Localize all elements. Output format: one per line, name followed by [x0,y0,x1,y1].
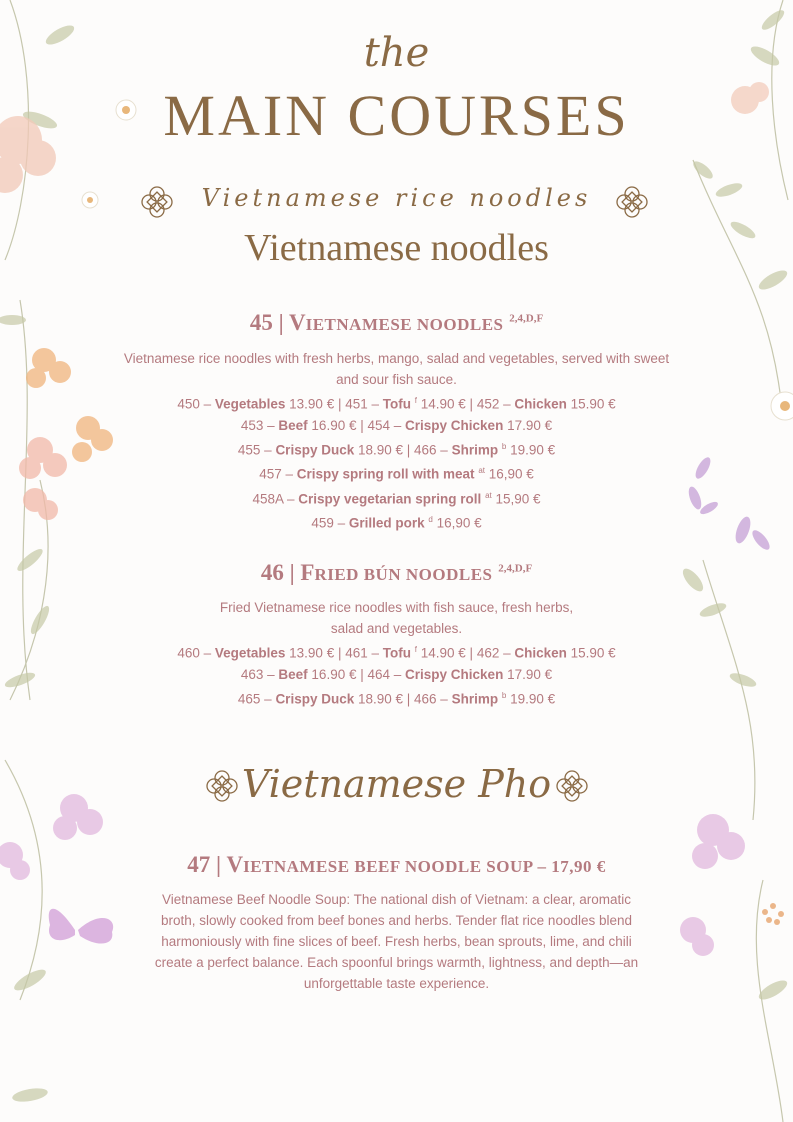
allergens: 2,4,D,F [498,562,533,575]
celtic-knot-icon [552,766,592,806]
header-the: the [363,30,430,76]
dish-name: IETNAMESE BEEF NOODLE SOUP – 17,90 € [243,857,606,876]
option-line: 450 – Vegetables 13.90 € | 451 – Tofu $^f$ 14.90 € | 452 – Chicken 15.90 € [177,396,616,412]
dish-name: IETNAMESE NOODLES [305,315,504,334]
dish-46-title [0,560,793,586]
option-line: 463 – Beef 16.90 € | 464 – Crispy Chicken 17.90 € [240,666,553,682]
allergens: 2,4,D,F [509,312,544,325]
celtic-knot-icon [612,182,652,222]
butterfly-icon [49,909,113,944]
dish-47-description: Vietnamese Beef Noodle Soup: The national dish of Vietnam: a clear, aromatic broth, slowly cooked from beef bones and herbs. Tender flat rice noodles blend harmoniously with fine slices of beef. Fresh herbs, bean sprouts, lime, and chili create a perfect balance. Each spoonful brings warmth, lightness, and depth—an unforgettable taste experience. [154,892,639,991]
dish-cap: V [226,852,244,877]
dish-number: 47 | [187,852,227,877]
option-line: 458A – Crispy vegetarian spring roll $^{at}$ 15,90 € [252,490,541,506]
dish-number: 46 | [260,560,301,585]
dish-cap: F [300,560,315,585]
dish-number: 45 | [249,310,289,335]
dish-46-description: Fried Vietnamese rice noodles with fish sauce, fresh herbs, salad and vegetables. [219,600,574,636]
page-title: MAIN COURSES [163,83,630,148]
option-line: 457 – Crispy spring roll with meat $^{at}$ 16,90 € [259,466,534,482]
option-line: 465 – Crispy Duck 18.90 € | 466 – Shrimp $^b$ 19.90 € [237,690,556,706]
section-script-title: Vietnamese Pho [241,762,552,806]
dish-45-options [100,390,693,534]
dish-45-description: Vietnamese rice noodles with fresh herbs, mango, salad and vegetables, served with sweet and sour fish sauce. [123,351,670,387]
dish-name: RIED BÚN NOODLES [314,565,493,584]
option-line: 455 – Crispy Duck 18.90 € | 466 – Shrimp $^b$ 19.90 € [237,441,556,457]
option-line: 453 – Beef 16.90 € | 454 – Crispy Chicken 17.90 € [240,417,553,433]
section-script-title: Vietnamese rice noodles [201,184,592,212]
section-title: Vietnamese noodles [244,227,549,269]
option-line: 459 – Grilled pork $^d$ 16,90 € [311,515,482,531]
dish-cap: V [288,310,306,335]
option-line: 460 – Vegetables 13.90 € | 461 – Tofu $^f$ 14.90 € | 462 – Chicken 15.90 € [177,645,616,661]
dish-47-title [0,852,793,878]
dish-46-options [100,639,693,709]
dish-45-title [0,310,793,336]
